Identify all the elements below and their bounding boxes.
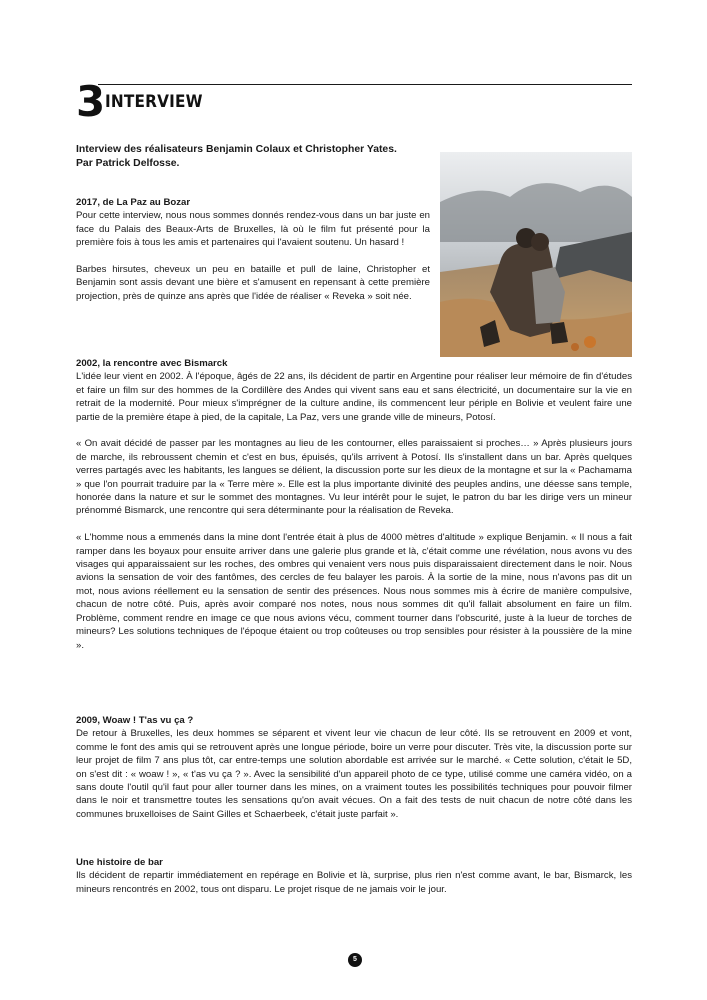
paragraph: Ils décident de repartir immédiatement en repérage en Bolivie et là, surprise, plus rien n'est comme avant, le bar, Bismarck, les mineurs rencontrés en 2002, tous ont disparu. Le projet risque de ne jamais voir le jour. [76, 870, 632, 895]
section-heading: 2009, Woaw ! T'as vu ça ? [76, 715, 194, 726]
paragraph: « L'homme nous a emmenés dans la mine dont l'entrée était à plus de 4000 mètres d'altitude » explique Benjamin. « Il nous a fait ramper dans les boyaux pour ensuite arriver dans une galerie plus grande et là, c'était comme une révélation, nous avons vu des visages qui apparaissaient sur les roches, des ombres qui venaient vers nous puis disparaissaient directement dans le noir. Nous avions la sensation de voir des fantômes, des cercles de feu balayer les parois. À la sortie de la mine, nous n'avons pas dit un mot, nous avions réellement eu la sensation de sentir des présences. Nous nous sommes mis à écrire de manière compulsive, chacun de notre côté. Puis, après avoir comparé nos notes, nous nous sommes dit qu'il fallait absolument en faire un film. Problème, comment rendre en image ce que nous avions vécu, comment tourner dans l'obscurité, juste à la lueur de torches de mineurs? Les solutions techniques de l'époque étaient ou trop coûteuses ou trop sensibles pour résister à la poussière de la mine ». [76, 532, 632, 651]
chapter-header [76, 77, 632, 126]
intro-line-1: Interview des réalisateurs Benjamin Colaux et Christopher Yates. [76, 144, 397, 155]
paragraph: Pour cette interview, nous nous sommes donnés rendez-vous dans un bar juste en face du Palais des Beaux-Arts de Bruxelles, là où le film fut présenté pour la première fois à tous les amis et partenaires qui l'avaient soutenu. Un hasard ! [76, 210, 430, 249]
section-heading: 2017, de La Paz au Bozar [76, 197, 191, 208]
page-number: 5 [348, 953, 362, 967]
chapter-number: 3 [76, 77, 106, 126]
photo-two-miners-in-mountains [440, 152, 632, 357]
chapter-title: INTERVIEW [105, 92, 203, 112]
section-histoire-de-bar [76, 856, 632, 910]
paragraph: De retour à Bruxelles, les deux hommes se séparent et vivent leur vie chacun de leur côté. Ils se retrouvent en 2009 et vont, comme le font des amis qui se retrouvent après une longue période, boire un verre pour discuter. Très vite, la discussion porte sur leur projet de film 7 ans plus tôt, car entre-temps une solution abordable est arrivée sur le marché. « Cette solution, c'était le 5D, on s'est dit : « woaw ! », « t'as vu ça ? ». Avec la sensibilité d'un appareil photo de ce type, utilisé comme une caméra vidéo, on a sans doute l'outil qu'il faut pour aller tourner dans les mines, on a vraiment toutes les possibilités techniques pour pouvoir filmer dans le noir et transmettre toutes les sensations qu'on avait vécues. On a fait des tests de nuit chacun de notre côté dans les communes bruxelloises de Saint Gilles et Schaerbeek, c'était juste parfait ». [76, 728, 632, 820]
section-woaw [76, 714, 632, 835]
paragraph: « On avait décidé de passer par les montagnes au lieu de les contourner, elles paraissaient si proches… » Après plusieurs jours de marche, ils rebroussent chemin et c'est en bus, épuisés, qu'ils arrivent à Potosí. Ils s'installent dans un bar. Après quelques verres partagés avec les habitants, les langues se délient, la discussion porte sur les dieux de la montagne et sur la « Pachamama » que l'on pourrait traduire par la « Terre mère ». Elle est la plus importante divinité des peuples andins, une déesse sans temple, honorée dans la nature et sur le sommet des montagnes. Vu leur intérêt pour le sujet, le patron du bar les dirige vers un mineur prénommé Bismarck, une rencontre qui sera déterminante pour la réalisation de Reveka. [76, 438, 632, 517]
intro-line-2: Par Patrick Delfosse. [76, 158, 180, 169]
section-heading: 2002, la rencontre avec Bismarck [76, 358, 228, 369]
header-rule [98, 84, 632, 85]
section-heading: Une histoire de bar [76, 857, 163, 868]
paragraph: L'idée leur vient en 2002. À l'époque, âgés de 22 ans, ils décident de partir en Argentine pour réaliser leur mémoire de fin d'études et faire un film sur des hommes de la Cordillère des Andes qui vivent sans eau et sans électricité, un documentaire sur la vie en retrait de la modernité. Pour mieux s'imprégner de la culture andine, ils commencent leur périple en Bolivie et veulent faire une partie de la première étape à pied, de la capitale, La Paz, vers une grande ville de mineurs, Potosí. [76, 371, 632, 423]
paragraph: Barbes hirsutes, cheveux un peu en bataille et pull de laine, Christopher et Benjamin sont assis devant une bière et s'amusent en repensant à cette première projection, près de quinze ans après que l'idée de réaliser « Reveka » soit née. [76, 264, 430, 302]
section-bismarck [76, 357, 632, 665]
section-la-paz-bozar [76, 196, 430, 317]
article-intro [76, 143, 436, 171]
